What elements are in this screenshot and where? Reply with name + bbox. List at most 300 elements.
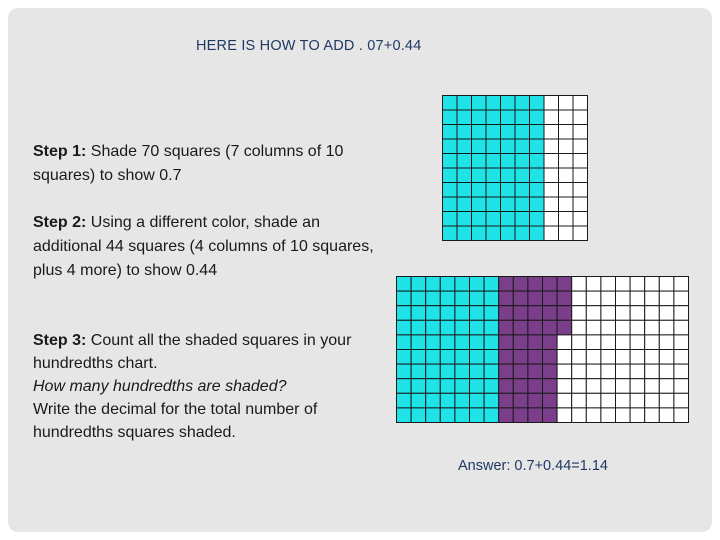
bottom-grid-cell-unshaded (616, 320, 631, 335)
bottom-grid-cell-first (397, 277, 412, 292)
step-1-text (33, 140, 378, 188)
top-grid-cell-first (472, 110, 487, 125)
bottom-grid-cell-second (543, 335, 558, 350)
top-grid-cell-unshaded (559, 96, 574, 111)
bottom-grid-cell-first (397, 364, 412, 379)
top-grid-cell-first (530, 197, 545, 212)
top-grid-cell-first (501, 125, 516, 140)
bottom-grid-cell-unshaded (586, 393, 601, 408)
bottom-grid-cell-first (426, 350, 441, 365)
top-grid-cell-first (472, 96, 487, 111)
bottom-grid-cell-second (557, 291, 572, 306)
bottom-grid-cell-unshaded (616, 393, 631, 408)
bottom-grid-cell-unshaded (586, 291, 601, 306)
step-3-text (33, 329, 378, 444)
bottom-grid-cell-second (557, 306, 572, 321)
top-grid-cell-first (472, 212, 487, 227)
bottom-grid-cell-first (455, 364, 470, 379)
top-grid-cell-unshaded (573, 226, 588, 241)
bottom-grid-cell-first (455, 277, 470, 292)
step-3-body: Count all the shaded squares in your hundredths chart. (33, 332, 352, 372)
bottom-grid-cell-unshaded (616, 306, 631, 321)
bottom-grid-cell-unshaded (645, 379, 660, 394)
bottom-grid-cell-first (455, 408, 470, 423)
bottom-grid-cell-unshaded (659, 350, 674, 365)
top-grid-cell-first (530, 96, 545, 111)
bottom-grid-cell-second (499, 350, 514, 365)
top-grid-cell-first (515, 96, 530, 111)
bottom-grid-cell-second (499, 379, 514, 394)
top-grid-cell-unshaded (573, 212, 588, 227)
bottom-grid-cell-unshaded (659, 364, 674, 379)
bottom-grid-cell-unshaded (659, 277, 674, 292)
top-grid-cell-unshaded (559, 168, 574, 183)
top-grid-cell-first (486, 197, 501, 212)
bottom-grid-cell-unshaded (645, 291, 660, 306)
bottom-grid-cell-first (470, 306, 485, 321)
bottom-grid-cell-second (528, 364, 543, 379)
top-grid-cell-first (515, 197, 530, 212)
bottom-grid-cell-first (426, 408, 441, 423)
bottom-grid-cell-first (426, 379, 441, 394)
bottom-grid-cell-first (426, 291, 441, 306)
top-grid-cell-first (486, 183, 501, 198)
step-2-body: Using a different color, shade an additional 44 squares (4 columns of 10 squares, plus 4 more) to show 0.44 (33, 214, 374, 279)
top-grid-cell-first (515, 139, 530, 154)
bottom-grid-cell-second (499, 335, 514, 350)
bottom-grid-cell-first (455, 335, 470, 350)
bottom-grid-cell-first (470, 393, 485, 408)
step-3-instruction: Write the decimal for the total number of hundredths squares shaded. (33, 401, 318, 441)
top-grid-cell-unshaded (559, 110, 574, 125)
bottom-grid-cell-unshaded (645, 393, 660, 408)
bottom-grid-cell-first (397, 320, 412, 335)
top-grid-cell-first (515, 168, 530, 183)
top-grid-cell-first (457, 154, 472, 169)
bottom-grid-cell-first (397, 291, 412, 306)
bottom-grid-cell-unshaded (586, 350, 601, 365)
top-grid-cell-first (443, 212, 458, 227)
bottom-grid-cell-first (411, 335, 426, 350)
bottom-grid-cell-second (528, 335, 543, 350)
bottom-grid-cell-second (543, 393, 558, 408)
bottom-grid-cell-second (528, 350, 543, 365)
top-grid-cell-unshaded (544, 212, 559, 227)
top-grid-cell-first (486, 212, 501, 227)
bottom-grid-cell-first (484, 393, 499, 408)
bottom-grid-cell-unshaded (630, 306, 645, 321)
bottom-grid-cell-unshaded (645, 408, 660, 423)
top-grid-cell-first (515, 154, 530, 169)
top-grid-cell-first (472, 226, 487, 241)
bottom-grid-cell-unshaded (557, 335, 572, 350)
bottom-grid-cell-unshaded (630, 350, 645, 365)
hundredths-grid-0-7 (442, 95, 590, 243)
bottom-grid-cell-unshaded (674, 320, 689, 335)
bottom-grid-cell-first (440, 350, 455, 365)
step-3-label: Step 3: (33, 332, 87, 349)
page-title: HERE IS HOW TO ADD . 07+0.44 (196, 38, 422, 54)
bottom-grid-cell-unshaded (616, 350, 631, 365)
bottom-grid-cell-first (455, 320, 470, 335)
top-grid-cell-unshaded (559, 154, 574, 169)
bottom-grid-cell-unshaded (674, 364, 689, 379)
top-grid-cell-unshaded (544, 154, 559, 169)
bottom-grid-cell-unshaded (601, 291, 616, 306)
bottom-grid-cell-unshaded (572, 320, 587, 335)
hundredths-grid-sum (396, 276, 696, 426)
top-grid-cell-first (486, 96, 501, 111)
bottom-grid-cell-first (470, 379, 485, 394)
top-grid-cell-unshaded (573, 197, 588, 212)
bottom-grid-cell-unshaded (616, 364, 631, 379)
bottom-grid-cell-unshaded (601, 364, 616, 379)
bottom-grid-cell-unshaded (659, 335, 674, 350)
bottom-grid-cell-first (484, 306, 499, 321)
bottom-grid-cell-unshaded (557, 393, 572, 408)
bottom-grid-cell-unshaded (674, 350, 689, 365)
bottom-grid-cell-first (426, 306, 441, 321)
top-grid-cell-unshaded (573, 110, 588, 125)
bottom-grid-cell-first (470, 335, 485, 350)
bottom-grid-cell-second (528, 291, 543, 306)
bottom-grid-cell-first (411, 306, 426, 321)
bottom-grid-cell-second (528, 320, 543, 335)
bottom-grid-cell-unshaded (630, 320, 645, 335)
bottom-grid-cell-unshaded (572, 350, 587, 365)
bottom-grid-cell-second (499, 393, 514, 408)
top-grid-cell-first (443, 154, 458, 169)
bottom-grid-cell-unshaded (601, 277, 616, 292)
top-grid-cell-unshaded (559, 139, 574, 154)
bottom-grid-cell-first (484, 291, 499, 306)
bottom-grid-cell-second (528, 408, 543, 423)
top-grid-cell-first (501, 212, 516, 227)
bottom-grid-cell-first (411, 291, 426, 306)
top-grid-cell-first (515, 212, 530, 227)
top-grid-cell-first (472, 125, 487, 140)
bottom-grid-cell-first (440, 277, 455, 292)
top-grid-cell-first (457, 168, 472, 183)
bottom-grid-cell-second (513, 379, 528, 394)
bottom-grid-cell-first (397, 408, 412, 423)
bottom-grid-cell-second (557, 277, 572, 292)
top-grid-cell-unshaded (544, 96, 559, 111)
top-grid-cell-first (501, 197, 516, 212)
bottom-grid-cell-second (543, 408, 558, 423)
bottom-grid-cell-unshaded (572, 408, 587, 423)
bottom-grid-cell-second (513, 277, 528, 292)
bottom-grid-cell-first (426, 393, 441, 408)
bottom-grid-cell-first (440, 320, 455, 335)
bottom-grid-cell-unshaded (616, 379, 631, 394)
bottom-grid-cell-unshaded (572, 393, 587, 408)
bottom-grid-cell-second (557, 320, 572, 335)
bottom-grid-cell-unshaded (630, 393, 645, 408)
top-grid-cell-unshaded (573, 125, 588, 140)
bottom-grid-cell-second (528, 393, 543, 408)
bottom-grid-cell-first (484, 379, 499, 394)
bottom-grid-cell-unshaded (557, 379, 572, 394)
bottom-grid-cell-unshaded (572, 291, 587, 306)
bottom-grid-cell-first (484, 408, 499, 423)
top-grid-cell-first (457, 212, 472, 227)
bottom-grid-cell-unshaded (659, 393, 674, 408)
bottom-grid-cell-unshaded (586, 320, 601, 335)
bottom-grid-cell-second (499, 306, 514, 321)
bottom-grid-cell-first (397, 393, 412, 408)
top-grid-cell-first (472, 183, 487, 198)
top-grid-cell-first (501, 226, 516, 241)
top-grid-cell-unshaded (559, 197, 574, 212)
bottom-grid-cell-second (513, 291, 528, 306)
bottom-grid-cell-unshaded (645, 350, 660, 365)
top-grid-cell-first (486, 168, 501, 183)
top-grid-cell-unshaded (573, 168, 588, 183)
bottom-grid-cell-first (411, 393, 426, 408)
bottom-grid-cell-unshaded (659, 291, 674, 306)
top-grid-cell-first (457, 110, 472, 125)
step-2-text (33, 211, 378, 283)
bottom-grid-cell-second (499, 320, 514, 335)
top-grid-cell-first (472, 154, 487, 169)
bottom-grid-cell-second (528, 379, 543, 394)
bottom-grid-cell-unshaded (659, 306, 674, 321)
bottom-grid-cell-second (499, 364, 514, 379)
bottom-grid-cell-unshaded (645, 306, 660, 321)
top-grid-cell-first (486, 154, 501, 169)
bottom-grid-cell-unshaded (645, 320, 660, 335)
bottom-grid-cell-unshaded (674, 306, 689, 321)
top-grid-cell-first (530, 110, 545, 125)
bottom-grid-cell-second (513, 306, 528, 321)
bottom-grid-cell-unshaded (630, 277, 645, 292)
step-3-question: How many hundredths are shaded? (33, 378, 287, 395)
bottom-grid-cell-unshaded (616, 335, 631, 350)
step-1-label: Step 1: (33, 143, 87, 160)
bottom-grid-cell-unshaded (659, 379, 674, 394)
bottom-grid-cell-second (528, 277, 543, 292)
bottom-grid-cell-unshaded (601, 379, 616, 394)
top-grid-cell-first (501, 168, 516, 183)
bottom-grid-cell-first (440, 393, 455, 408)
bottom-grid-cell-first (426, 364, 441, 379)
bottom-grid-cell-first (455, 350, 470, 365)
top-grid-cell-first (515, 183, 530, 198)
bottom-grid-cell-unshaded (630, 291, 645, 306)
top-grid-cell-unshaded (573, 154, 588, 169)
bottom-grid-cell-first (484, 364, 499, 379)
bottom-grid-cell-first (470, 408, 485, 423)
top-grid-cell-first (443, 226, 458, 241)
bottom-grid-cell-unshaded (674, 291, 689, 306)
bottom-grid-cell-first (484, 277, 499, 292)
bottom-grid-cell-unshaded (645, 335, 660, 350)
bottom-grid-cell-first (440, 291, 455, 306)
bottom-grid-cell-unshaded (601, 393, 616, 408)
top-grid-cell-first (457, 96, 472, 111)
top-grid-cell-first (472, 197, 487, 212)
top-grid-cell-unshaded (559, 226, 574, 241)
top-grid-cell-first (501, 96, 516, 111)
bottom-grid-cell-unshaded (659, 408, 674, 423)
bottom-grid-cell-first (440, 306, 455, 321)
bottom-grid-cell-unshaded (630, 379, 645, 394)
top-grid-cell-first (515, 110, 530, 125)
bottom-grid-cell-first (470, 277, 485, 292)
bottom-grid-cell-first (411, 364, 426, 379)
bottom-grid-cell-second (513, 408, 528, 423)
bottom-grid-cell-first (440, 335, 455, 350)
bottom-grid-cell-second (499, 291, 514, 306)
bottom-grid-cell-unshaded (601, 350, 616, 365)
bottom-grid-cell-unshaded (586, 277, 601, 292)
top-grid-cell-unshaded (544, 168, 559, 183)
bottom-grid-cell-unshaded (572, 277, 587, 292)
top-grid-cell-first (457, 183, 472, 198)
bottom-grid-cell-unshaded (572, 335, 587, 350)
top-grid-cell-unshaded (573, 96, 588, 111)
bottom-grid-cell-first (397, 335, 412, 350)
top-grid-cell-unshaded (544, 226, 559, 241)
top-grid-cell-first (501, 154, 516, 169)
top-grid-cell-first (501, 183, 516, 198)
bottom-grid-cell-second (543, 364, 558, 379)
top-grid-cell-first (530, 183, 545, 198)
bottom-grid-cell-second (499, 277, 514, 292)
bottom-grid-cell-unshaded (557, 364, 572, 379)
top-grid-cell-first (501, 139, 516, 154)
bottom-grid-cell-first (455, 306, 470, 321)
bottom-grid-cell-unshaded (630, 335, 645, 350)
bottom-grid-cell-unshaded (674, 408, 689, 423)
top-grid-cell-unshaded (573, 183, 588, 198)
top-grid-cell-first (443, 183, 458, 198)
answer-text: Answer: 0.7+0.44=1.14 (458, 458, 608, 474)
bottom-grid-cell-unshaded (616, 408, 631, 423)
bottom-grid-cell-first (440, 364, 455, 379)
bottom-grid-cell-unshaded (674, 379, 689, 394)
bottom-grid-cell-unshaded (616, 277, 631, 292)
bottom-grid-cell-unshaded (616, 291, 631, 306)
bottom-grid-cell-first (411, 379, 426, 394)
bottom-grid-cell-unshaded (586, 335, 601, 350)
bottom-grid-cell-second (513, 393, 528, 408)
bottom-grid-cell-unshaded (674, 335, 689, 350)
bottom-grid-cell-unshaded (674, 393, 689, 408)
bottom-grid-cell-second (543, 277, 558, 292)
bottom-grid-cell-second (543, 291, 558, 306)
bottom-grid-cell-second (528, 306, 543, 321)
bottom-grid-cell-unshaded (645, 364, 660, 379)
top-grid-cell-unshaded (544, 110, 559, 125)
bottom-grid-cell-first (411, 277, 426, 292)
bottom-grid-cell-first (484, 350, 499, 365)
top-grid-cell-first (530, 168, 545, 183)
bottom-grid-cell-unshaded (572, 379, 587, 394)
bottom-grid-cell-second (513, 335, 528, 350)
bottom-grid-cell-first (455, 393, 470, 408)
bottom-grid-cell-first (440, 379, 455, 394)
bottom-grid-cell-first (470, 350, 485, 365)
top-grid-cell-first (486, 110, 501, 125)
bottom-grid-cell-first (470, 364, 485, 379)
bottom-grid-cell-unshaded (630, 408, 645, 423)
bottom-grid-cell-unshaded (586, 306, 601, 321)
top-grid-cell-first (530, 139, 545, 154)
top-grid-cell-first (443, 197, 458, 212)
top-grid-cell-first (530, 212, 545, 227)
top-grid-cell-unshaded (544, 197, 559, 212)
top-grid-cell-first (486, 125, 501, 140)
top-grid-cell-first (443, 125, 458, 140)
bottom-grid-cell-first (426, 277, 441, 292)
bottom-grid-cell-unshaded (572, 364, 587, 379)
top-grid-cell-first (515, 226, 530, 241)
bottom-grid-cell-unshaded (630, 364, 645, 379)
bottom-grid-cell-unshaded (586, 408, 601, 423)
bottom-grid-cell-unshaded (586, 364, 601, 379)
bottom-grid-cell-first (397, 379, 412, 394)
top-grid-cell-unshaded (559, 212, 574, 227)
bottom-grid-cell-second (499, 408, 514, 423)
step-2-label: Step 2: (33, 214, 87, 231)
bottom-grid-cell-second (543, 379, 558, 394)
bottom-grid-cell-unshaded (601, 408, 616, 423)
bottom-grid-cell-first (484, 335, 499, 350)
bottom-grid-cell-first (470, 291, 485, 306)
top-grid-cell-first (457, 226, 472, 241)
top-grid-cell-first (486, 139, 501, 154)
top-grid-cell-first (457, 125, 472, 140)
bottom-grid-cell-unshaded (557, 408, 572, 423)
bottom-grid-cell-unshaded (557, 350, 572, 365)
bottom-grid-cell-second (543, 350, 558, 365)
bottom-grid-cell-unshaded (645, 277, 660, 292)
bottom-grid-cell-first (426, 320, 441, 335)
bottom-grid-cell-unshaded (601, 306, 616, 321)
bottom-grid-cell-first (440, 408, 455, 423)
top-grid-cell-first (515, 125, 530, 140)
bottom-grid-cell-first (411, 320, 426, 335)
top-grid-cell-unshaded (559, 183, 574, 198)
bottom-grid-cell-second (513, 364, 528, 379)
bottom-grid-cell-second (513, 320, 528, 335)
step-1-body: Shade 70 squares (7 columns of 10 squares) to show 0.7 (33, 143, 344, 184)
top-grid-cell-first (443, 139, 458, 154)
top-grid-cell-first (472, 168, 487, 183)
bottom-grid-cell-second (543, 320, 558, 335)
bottom-grid-cell-unshaded (586, 379, 601, 394)
bottom-grid-cell-first (411, 350, 426, 365)
top-grid-cell-first (486, 226, 501, 241)
top-grid-cell-unshaded (544, 183, 559, 198)
bottom-grid-cell-unshaded (659, 320, 674, 335)
bottom-grid-cell-first (455, 291, 470, 306)
bottom-grid-cell-second (543, 306, 558, 321)
bottom-grid-cell-first (426, 335, 441, 350)
bottom-grid-cell-first (484, 320, 499, 335)
top-grid-cell-first (530, 154, 545, 169)
top-grid-cell-first (472, 139, 487, 154)
slide (8, 8, 712, 532)
top-grid-cell-first (457, 139, 472, 154)
bottom-grid-cell-first (411, 408, 426, 423)
bottom-grid-cell-unshaded (572, 306, 587, 321)
bottom-grid-cell-first (470, 320, 485, 335)
top-grid-cell-first (530, 125, 545, 140)
bottom-grid-cell-unshaded (674, 277, 689, 292)
